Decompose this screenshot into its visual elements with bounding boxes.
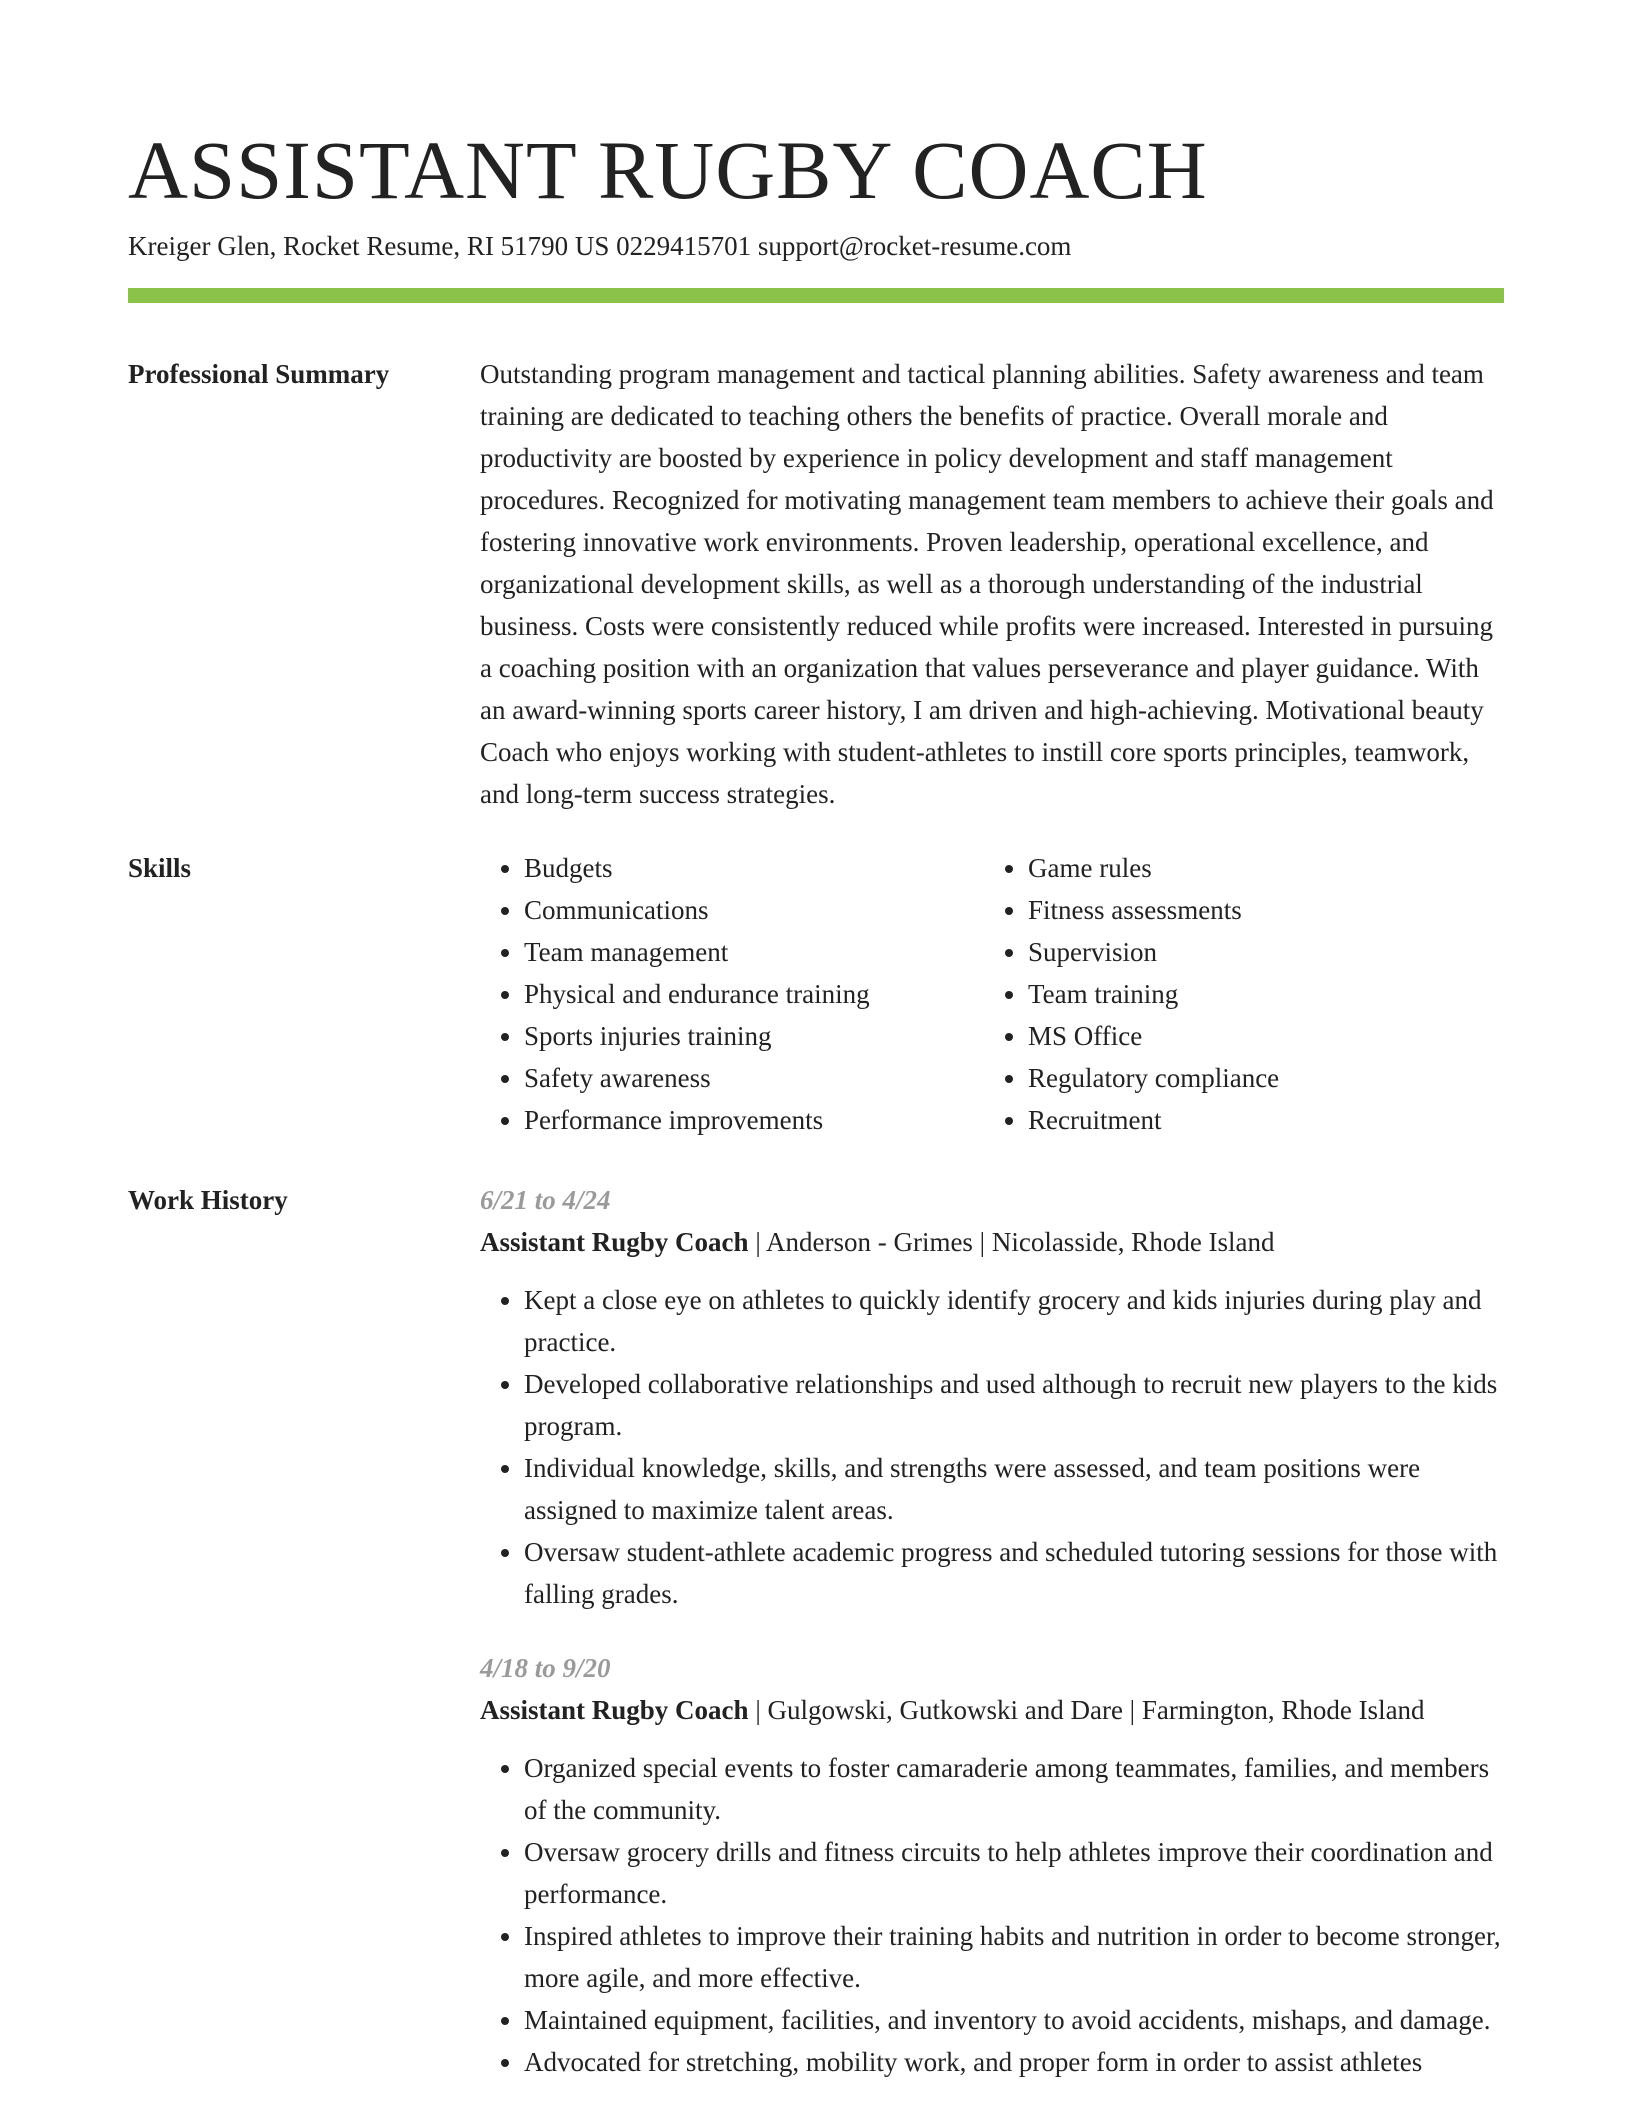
job-bullets: [480, 1279, 1504, 1615]
job-company-location: | Anderson - Grimes | Nicolasside, Rhode Island: [748, 1227, 1275, 1257]
skills-grid: [480, 847, 1504, 1141]
resume-page: [128, 120, 1504, 2083]
work-history-section: [128, 1179, 1504, 2083]
skills-list-right: [984, 847, 1488, 1141]
job-bullet: • Advocated for stretching, mobility work, and proper form in order to assist athletes: [524, 2041, 1504, 2083]
skill-item: • Game rules: [1028, 847, 1488, 889]
resume-name: ASSISTANT RUGBY COACH: [128, 124, 1208, 216]
job-heading: [480, 1221, 1504, 1263]
accent-divider: [128, 288, 1504, 303]
skill-item: • Fitness assessments: [1028, 889, 1488, 931]
skills-section: [128, 847, 1504, 1141]
job-bullet: • Maintained equipment, facilities, and inventory to avoid accidents, mishaps, and damage.: [524, 1999, 1504, 2041]
skill-item: • Regulatory compliance: [1028, 1057, 1488, 1099]
skill-item: • Physical and endurance training: [524, 973, 984, 1015]
skill-item: • Budgets: [524, 847, 984, 889]
skill-item: • Recruitment: [1028, 1099, 1488, 1141]
skill-item: • Team training: [1028, 973, 1488, 1015]
job-bullet: • Oversaw student-athlete academic progress and scheduled tutoring sessions for those with falling grades.: [524, 1531, 1504, 1615]
skill-item: • MS Office: [1028, 1015, 1488, 1057]
job-heading: [480, 1689, 1504, 1731]
job-bullet: • Inspired athletes to improve their training habits and nutrition in order to become stronger, more agile, and more effective.: [524, 1915, 1504, 1999]
section-heading: Professional Summary: [128, 359, 390, 389]
job-bullets: [480, 1747, 1504, 2083]
section-heading: Skills: [128, 853, 192, 883]
section-heading: Work History: [128, 1185, 288, 1215]
job-entry: [480, 1647, 1504, 2083]
contact-line: Kreiger Glen, Rocket Resume, RI 51790 US 0229415701 support@rocket-resume.com: [128, 231, 1072, 261]
job-bullet: • Individual knowledge, skills, and strengths were assessed, and team positions were assigned to maximize talent areas.: [524, 1447, 1504, 1531]
skill-item: • Sports injuries training: [524, 1015, 984, 1057]
job-title: Assistant Rugby Coach: [480, 1227, 749, 1257]
professional-summary-section: [128, 353, 1504, 815]
job-dates: 4/18 to 9/20: [480, 1653, 611, 1683]
skill-item: • Performance improvements: [524, 1099, 984, 1141]
job-bullet: • Organized special events to foster camaraderie among teammates, families, and members of the community.: [524, 1747, 1504, 1831]
skill-item: • Communications: [524, 889, 984, 931]
skills-list-left: [480, 847, 984, 1141]
summary-text: Outstanding program management and tactical planning abilities. Safety awareness and team training are dedicated to teaching others the benefits of practice. Overall morale and productivity are boosted by experience in policy development and staff management procedures. Recognized for motivating management team members to achieve their goals and fostering innovative work environments. Proven leadership, operational excellence, and organizational development skills, as well as a thorough understanding of the industrial business. Costs were consistently reduced while profits were increased. Interested in pursuing a coaching position with an organization that values perseverance and player guidance. With an award-winning sports career history, I am driven and high-achieving. Motivational beauty Coach who enjoys working with student-athletes to instill core sports principles, teamwork, and long-term success strategies.: [480, 359, 1494, 809]
job-dates: 6/21 to 4/24: [480, 1185, 611, 1215]
skill-item: • Supervision: [1028, 931, 1488, 973]
job-bullet: • Kept a close eye on athletes to quickly identify grocery and kids injuries during play and practice.: [524, 1279, 1504, 1363]
job-company-location: | Gulgowski, Gutkowski and Dare | Farmington, Rhode Island: [748, 1695, 1425, 1725]
job-title: Assistant Rugby Coach: [480, 1695, 749, 1725]
job-bullet: • Developed collaborative relationships and used although to recruit new players to the kids program.: [524, 1363, 1504, 1447]
job-entry: [480, 1179, 1504, 1615]
job-bullet: • Oversaw grocery drills and fitness circuits to help athletes improve their coordination and performance.: [524, 1831, 1504, 1915]
skill-item: • Team management: [524, 931, 984, 973]
skill-item: • Safety awareness: [524, 1057, 984, 1099]
